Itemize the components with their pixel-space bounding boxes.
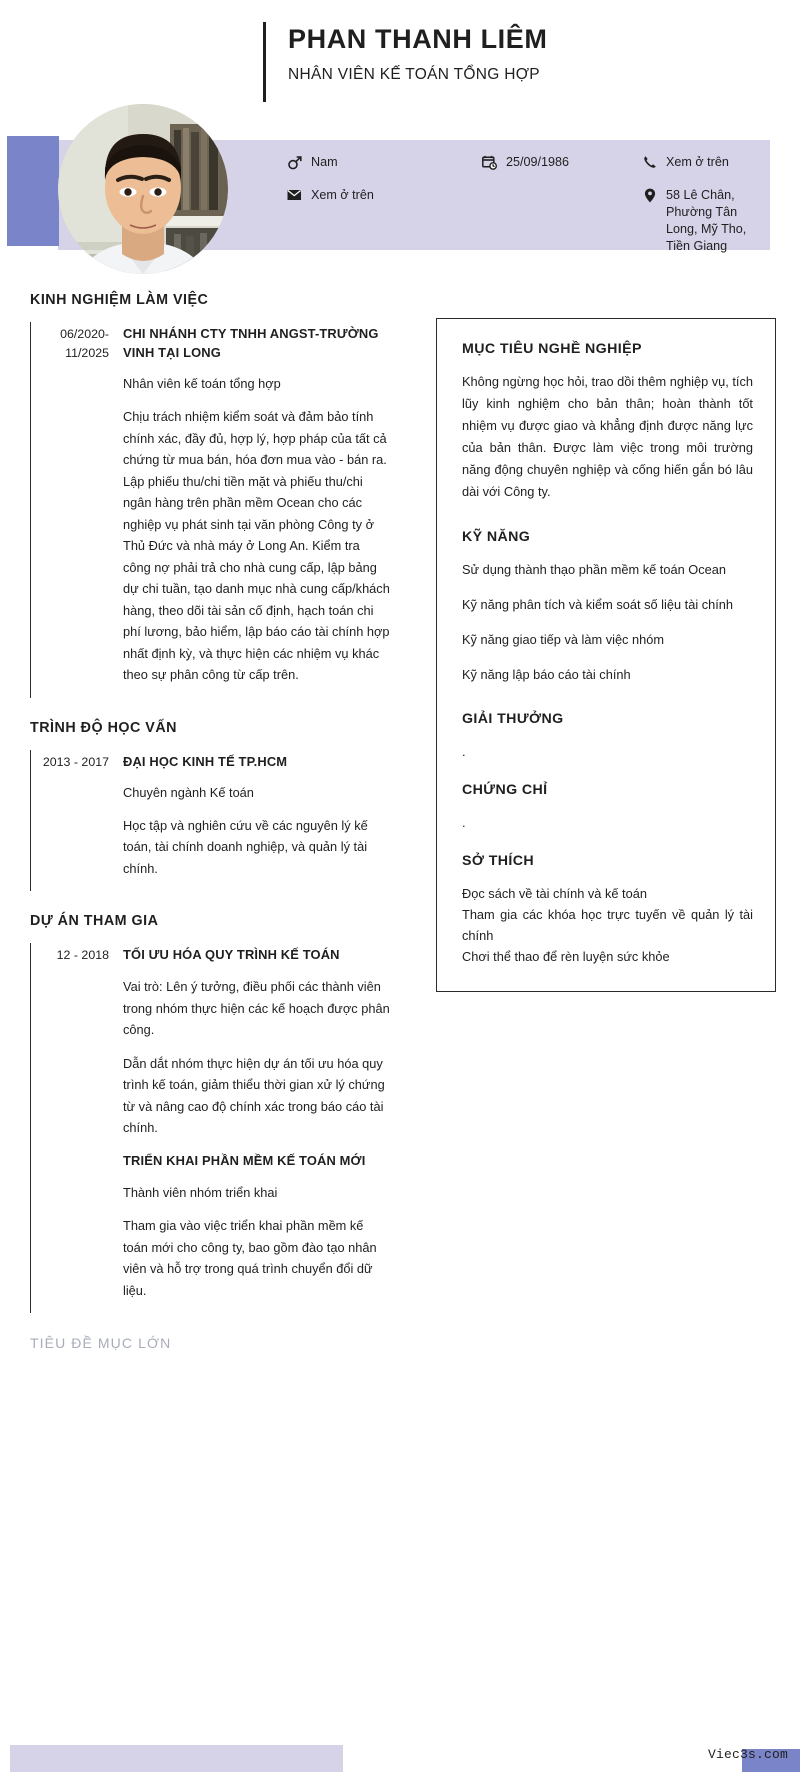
experience-date: 06/2020-11/2025 xyxy=(60,327,109,360)
experience-company: CHI NHÁNH CTY TNHH ANGST-TRƯỜNG VINH TẠI LONG xyxy=(123,326,379,360)
project-role: Vai trò: Lên ý tưởng, điều phối các thành viên trong nhóm thực hiện các kế hoạch được phân công. xyxy=(123,979,390,1037)
section-title-skills: KỸ NĂNG xyxy=(462,529,531,545)
contact-phone xyxy=(642,154,754,171)
experience-description: Chịu trách nhiệm kiểm soát và đảm bảo tính chính xác, đầy đủ, hợp lý, hợp pháp của tất cả chứng từ mua bán, hóa đơn mua vào - bán ra. Lập phiếu thu/chi tiền mặt và phiếu thu/chi ngân hàng trên phần mềm Ocean cho các nghiệp vụ phát sinh tại văn phòng Công ty ở Thủ Đức và nhà máy ở Long An. Kiểm tra công nợ phải trả cho nhà cung cấp, lập bảng dự chi tuần, tạo danh mục nhà cung cấp/khách hàng, theo dõi tài sản cố định, hạch toán chi phí lương, bảo hiểm, lập báo cáo tài chính hợp nhất định kỳ, và thực hiện các nhiệm vụ khác theo sự phân công từ cấp trên. xyxy=(123,409,390,682)
education-description: Học tập và nghiên cứu về các nguyên lý kế toán, tài chính doanh nghiệp, và quản lý tài chính. xyxy=(123,817,368,876)
objective-text: Không ngừng học hỏi, trao dồi thêm nghiệp vụ, tích lũy kinh nghiệm cho bản thân; hoàn thành tốt nhiệm vụ được giao và khẳng định được năng lực của bản thân. Được làm việc trong môi trường năng động chuyên nghiệp và cống hiến gắn bó lâu dài với Công ty. xyxy=(462,374,754,499)
cv-header xyxy=(0,0,800,270)
contact-birthdate-label: 25/09/1986 xyxy=(506,155,570,169)
skill-item: Kỹ năng phân tích và kiểm soát số liệu tài chính xyxy=(462,597,734,612)
section-title-hobbies: SỞ THÍCH xyxy=(462,853,535,869)
calendar-clock-icon xyxy=(482,154,497,170)
job-title: NHÂN VIÊN KẾ TOÁN TỔNG HỢP xyxy=(288,66,540,83)
education-major: Chuyên ngành Kế toán xyxy=(123,784,254,800)
placeholder-section-title: TIÊU ĐỀ MỤC LỚN xyxy=(30,1335,172,1351)
project-date: 12 - 2018 xyxy=(56,948,109,962)
hobby-item: Đọc sách về tài chính và kế toán xyxy=(462,886,647,901)
phone-icon xyxy=(642,154,657,170)
contact-address-label: 58 Lê Chân, Phường Tân Long, Mỹ Tho, Tiền Giang xyxy=(666,188,747,253)
project-description: Dẫn dắt nhóm thực hiện dự án tối ưu hóa quy trình kế toán, giảm thiểu thời gian xử lý chứng từ và nâng cao độ chính xác trong báo cáo tài chính. xyxy=(123,1055,385,1135)
right-column xyxy=(436,318,776,992)
award-item: . xyxy=(462,744,466,759)
education-date: 2013 - 2017 xyxy=(42,754,109,769)
section-education xyxy=(30,720,390,892)
contact-email xyxy=(287,187,642,255)
section-experience xyxy=(30,292,390,698)
section-title-experience: KINH NGHIỆM LÀM VIỆC xyxy=(30,292,209,308)
hobbies-list xyxy=(462,883,753,967)
section-title-awards: GIẢI THƯỞNG xyxy=(462,711,564,727)
avatar xyxy=(58,104,228,274)
watermark-label: Viec3s.com xyxy=(707,1747,788,1762)
section-title-certificates: CHỨNG CHỈ xyxy=(462,782,548,798)
skill-item: Sử dụng thành thạo phần mềm kế toán Ocean xyxy=(462,562,726,577)
location-pin-icon xyxy=(642,187,657,203)
project-role-2: Thành viên nhóm triển khai xyxy=(123,1184,278,1200)
education-entry-body xyxy=(123,752,390,880)
hobby-item: Chơi thể thao để rèn luyện sức khỏe xyxy=(462,949,670,964)
project-name: TỐI ƯU HÓA QUY TRÌNH KẾ TOÁN xyxy=(123,947,340,962)
project-name-2: TRIỂN KHAI PHẦN MỀM KẾ TOÁN MỚI xyxy=(123,1152,366,1168)
envelope-icon xyxy=(287,187,302,203)
footer-lavender-bar xyxy=(10,1745,343,1772)
experience-timeline xyxy=(30,322,390,698)
project-entry-body xyxy=(123,945,390,1301)
contact-phone-label: Xem ở trên xyxy=(666,155,729,169)
contact-address xyxy=(642,187,754,255)
projects-timeline xyxy=(30,943,390,1313)
education-entry xyxy=(31,750,390,892)
project-entry xyxy=(31,943,390,1313)
certificate-item: . xyxy=(462,815,466,830)
gender-icon xyxy=(287,154,302,170)
section-title-objective: MỤC TIÊU NGHỀ NGHIỆP xyxy=(462,341,642,357)
experience-position: Nhân viên kế toán tổng hợp xyxy=(123,376,281,391)
hobby-item: Tham gia các khóa học trực tuyến về quản lý tài chính xyxy=(462,907,753,943)
project-description-2: Tham gia vào việc triển khai phần mềm kế toán mới cho công ty, bao gồm đào tạo nhân viên và hỗ trợ trong quá trình chuyển đổi dữ liệu. xyxy=(123,1218,377,1298)
section-title-education: TRÌNH ĐỘ HỌC VẤN xyxy=(30,719,177,736)
section-title-projects: DỰ ÁN THAM GIA xyxy=(30,913,159,929)
education-school: ĐẠI HỌC KINH TẾ TP.HCM xyxy=(123,753,288,769)
experience-entry xyxy=(31,322,390,698)
page-title: PHAN THANH LIÊM xyxy=(288,24,548,54)
name-block xyxy=(263,22,548,102)
education-timeline xyxy=(30,750,390,892)
contact-email-label: Xem ở trên xyxy=(311,188,374,202)
experience-entry-body xyxy=(123,324,390,686)
header-blue-accent-square xyxy=(7,136,59,246)
left-column xyxy=(30,292,390,1351)
contact-gender-label: Nam xyxy=(311,155,338,169)
skill-item: Kỹ năng lập báo cáo tài chính xyxy=(462,667,631,682)
section-projects xyxy=(30,913,390,1313)
contact-info xyxy=(267,140,770,253)
skill-item: Kỹ năng giao tiếp và làm việc nhóm xyxy=(462,632,665,647)
contact-birthdate xyxy=(482,154,642,171)
contact-gender xyxy=(287,154,482,171)
